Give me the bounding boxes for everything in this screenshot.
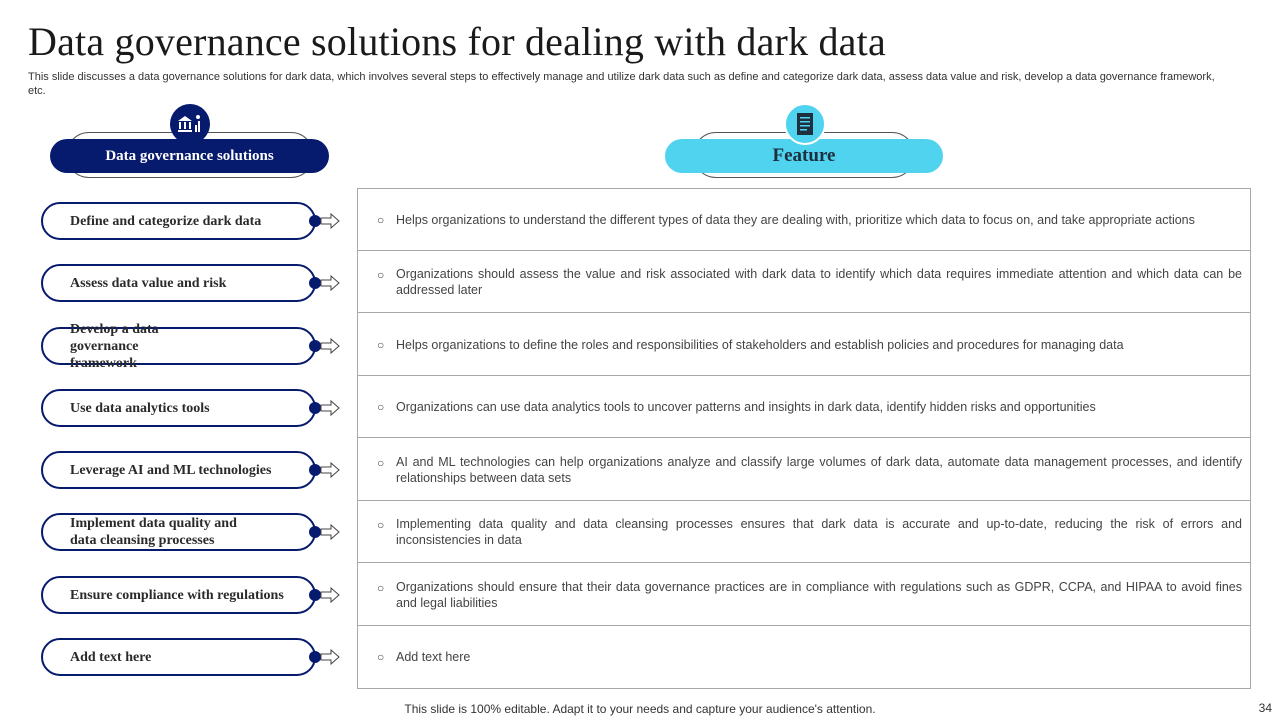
bullet: ○ (377, 212, 385, 227)
solution-pill-analytics: Use data analytics tools (41, 389, 316, 427)
page-title: Data governance solutions for dealing with dark data (28, 19, 886, 64)
solution-pill-compliance: Ensure compliance with regulations (41, 576, 316, 614)
feature-text: Add text here (396, 650, 471, 664)
feature-text: Organizations can use data analytics tools to uncover patterns and insights in dark data, identify hidden risks and opportunities (396, 399, 1096, 414)
feature-text: Helps organizations to understand the different types of data they are dealing with, prioritize which data to focus on, and take appropriate actions (396, 212, 1195, 227)
feature-text: Organizations should ensure that their data governance practices are in compliance with regulations such as GDPR, CCPA, and HIPAA to avoid fines and legal liabilities (396, 579, 1242, 610)
bank-chart-icon (170, 104, 210, 144)
bullet: ○ (377, 581, 385, 595)
connector-arrow-icon (308, 460, 340, 480)
connector-arrow-icon (308, 647, 340, 667)
solution-pill-add-text: Add text here (41, 638, 316, 676)
left-header-pill: Data governance solutions (50, 139, 329, 173)
feature-text: Implementing data quality and data cleansing processes ensures that dark data is accurate and up-to-date, reducing the risk of errors and inconsistencies in data (396, 516, 1242, 547)
bullet: ○ (377, 456, 385, 470)
table-row (358, 501, 1250, 563)
bullet: ○ (377, 268, 385, 282)
document-icon (784, 103, 826, 145)
table-row (358, 439, 1250, 501)
connector-arrow-icon (308, 398, 340, 418)
solution-pill-define: Define and categorize dark data (41, 202, 316, 240)
table-row (358, 189, 1250, 251)
solution-pill-framework: Develop a data governance framework (41, 327, 316, 365)
page-number: 34 (1258, 701, 1272, 715)
table-row (358, 376, 1250, 438)
table-row (358, 626, 1250, 688)
bullet: ○ (377, 650, 385, 664)
right-header-pill: Feature (665, 139, 943, 173)
feature-text: AI and ML technologies can help organizations analyze and classify large volumes of dark data, automate data management processes, and identify relationships between data sets (396, 454, 1242, 485)
footer-note: This slide is 100% editable. Adapt it to your needs and capture your audience's attention. (404, 702, 876, 716)
feature-text: Helps organizations to define the roles and responsibilities of stakeholders and establish policies and procedures for managing data (396, 337, 1124, 352)
solution-pill-assess: Assess data value and risk (41, 264, 316, 302)
table-row (358, 251, 1250, 313)
page-subtitle: This slide discusses a data governance solutions for dark data, which involves several steps to effectively manage and utilize dark data such as define and categorize dark data, assess data value and risk, develop a data governance framework, etc. (28, 71, 1215, 97)
table-row (358, 314, 1250, 376)
connector-arrow-icon (308, 273, 340, 293)
feature-text: Organizations should assess the value and risk associated with dark data to identify which data requires immediate attention and which data can be addressed later (396, 266, 1242, 297)
connector-arrow-icon (308, 522, 340, 542)
connector-arrow-icon (308, 585, 340, 605)
bullet: ○ (377, 518, 385, 532)
solution-pill-ai-ml: Leverage AI and ML technologies (41, 451, 316, 489)
connector-arrow-icon (308, 336, 340, 356)
solution-pill-quality: Implement data quality and data cleansing processes (41, 513, 316, 551)
bullet: ○ (377, 337, 385, 352)
connector-arrow-icon (308, 211, 340, 231)
bullet: ○ (377, 399, 385, 414)
feature-table (357, 188, 1251, 689)
table-row (358, 564, 1250, 626)
